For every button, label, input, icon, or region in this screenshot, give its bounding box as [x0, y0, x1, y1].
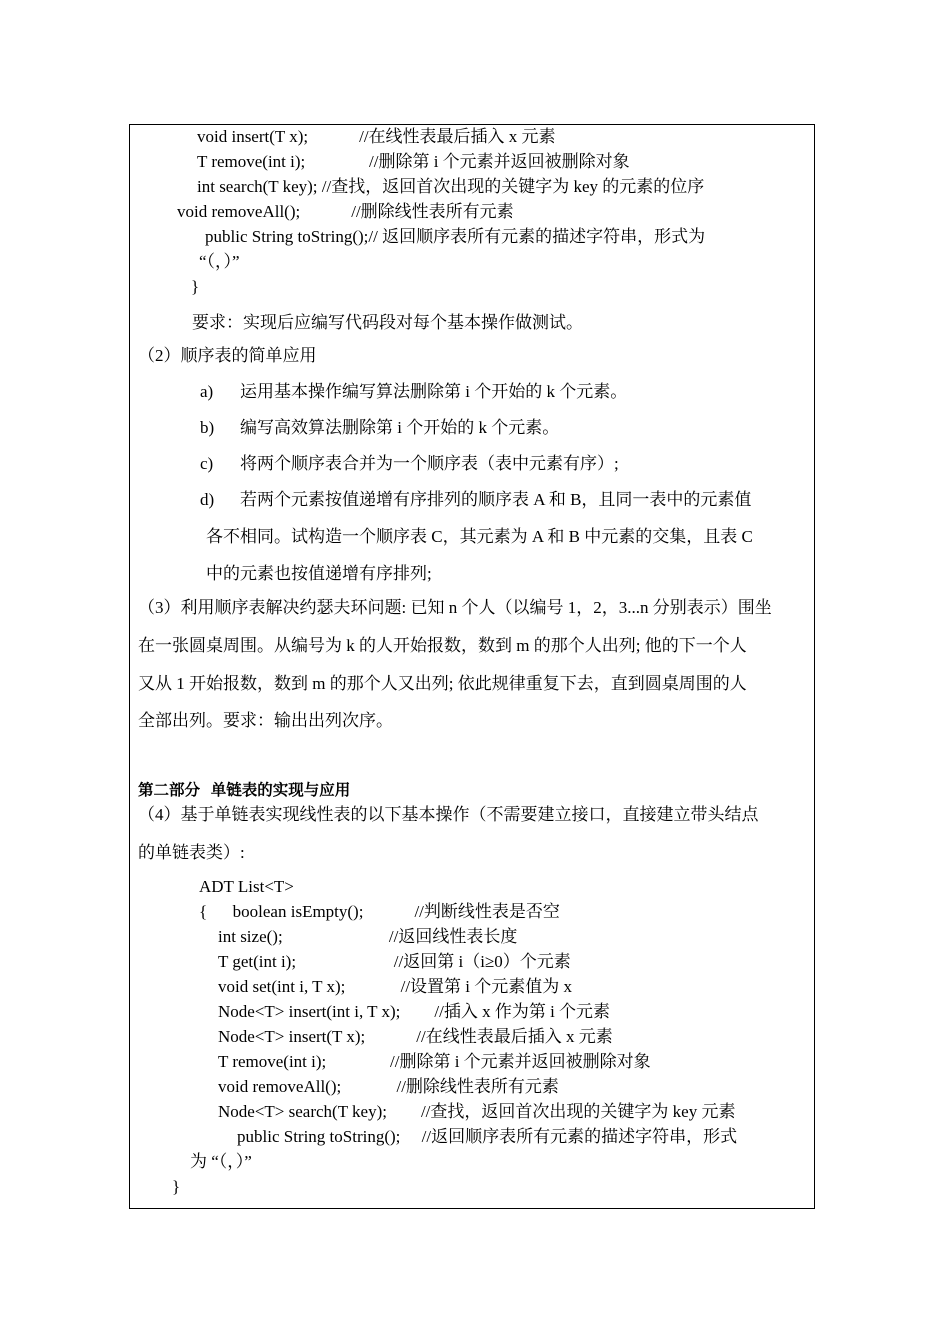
- section4-paragraph-line: （4）基于单链表实现线性表的以下基本操作（不需要建立接口，直接建立带头结点: [138, 805, 759, 824]
- requirement-text: 要求：实现后应编写代码段对每个基本操作做测试。: [192, 313, 583, 332]
- item-text: 运用基本操作编写算法删除第 i 个开始的 k 个元素。: [240, 382, 628, 401]
- code-line-is-empty: { boolean isEmpty(); //判断线性表是否空: [199, 902, 560, 921]
- code-line-get: T get(int i); //返回第 i（i≥0）个元素: [218, 952, 571, 971]
- item-label: c): [200, 454, 214, 473]
- code-close-brace: }: [172, 1177, 181, 1196]
- part2-heading: 第二部分 单链表的实现与应用: [138, 781, 351, 799]
- section3-paragraph-line: （3）利用顺序表解决约瑟夫环问题: 已知 n 个人（以编号 1，2，3...n 分别表示）围坐: [138, 598, 772, 617]
- code-line-to-string: public String toString();// 返回顺序表所有元素的描述字符串，形式为: [205, 227, 706, 246]
- item-text: 编写高效算法删除第 i 个开始的 k 个元素。: [240, 418, 560, 437]
- code-line-to-string-cont: 为 “（，）”: [190, 1152, 252, 1171]
- code-line-to-string-cont: “（，）”: [199, 252, 240, 271]
- item-text: 将两个顺序表合并为一个顺序表（表中元素有序）;: [240, 454, 619, 473]
- section4-paragraph-line: 的单链表类）:: [138, 843, 245, 862]
- code-line-set: void set(int i, T x); //设置第 i 个元素值为 x: [218, 977, 573, 996]
- section2-title: （2）顺序表的简单应用: [138, 346, 317, 365]
- section3-paragraph-line: 在一张圆桌周围。从编号为 k 的人开始报数，数到 m 的那个人出列; 他的下一个人: [138, 636, 747, 655]
- section3-paragraph-line: 全部出列。要求：输出出列次序。: [138, 711, 393, 730]
- item-text: 若两个元素按值递增有序排列的顺序表 A 和 B，且同一表中的元素值: [240, 490, 752, 509]
- item-d-continuation: 中的元素也按值递增有序排列;: [206, 564, 432, 583]
- code-line-search: Node<T> search(T key); //查找，返回首次出现的关键字为 key 元素: [218, 1102, 736, 1121]
- code-line-insert-tail: Node<T> insert(T x); //在线性表最后插入 x 元素: [218, 1027, 613, 1046]
- code-line-remove-all: void removeAll(); //删除线性表所有元素: [218, 1077, 559, 1096]
- code-line-size: int size(); //返回线性表长度: [218, 927, 518, 946]
- item-d-continuation: 各不相同。试构造一个顺序表 C，其元素为 A 和 B 中元素的交集，且表 C: [206, 527, 753, 546]
- item-label: d): [200, 490, 215, 509]
- code-line-to-string: public String toString(); //返回顺序表所有元素的描述字符串，形式: [237, 1127, 738, 1146]
- code-close-brace: }: [191, 277, 200, 296]
- code-line-remove: T remove(int i); //删除第 i 个元素并返回被删除对象: [197, 152, 630, 171]
- code-line-remove: T remove(int i); //删除第 i 个元素并返回被删除对象: [218, 1052, 651, 1071]
- section3-paragraph-line: 又从 1 开始报数，数到 m 的那个人又出列; 依此规律重复下去，直到圆桌周围的人: [138, 674, 747, 693]
- code-line-insert-at: Node<T> insert(int i, T x); //插入 x 作为第 i 个元素: [218, 1002, 611, 1021]
- code-line-insert-tail: void insert(T x); //在线性表最后插入 x 元素: [197, 127, 556, 146]
- code-adt-header: ADT List<T>: [199, 877, 294, 896]
- code-line-remove-all: void removeAll(); //删除线性表所有元素: [177, 202, 514, 221]
- code-line-search: int search(T key); //查找，返回首次出现的关键字为 key 的元素的位序: [197, 177, 705, 196]
- item-label: b): [200, 418, 215, 437]
- item-label: a): [200, 382, 214, 401]
